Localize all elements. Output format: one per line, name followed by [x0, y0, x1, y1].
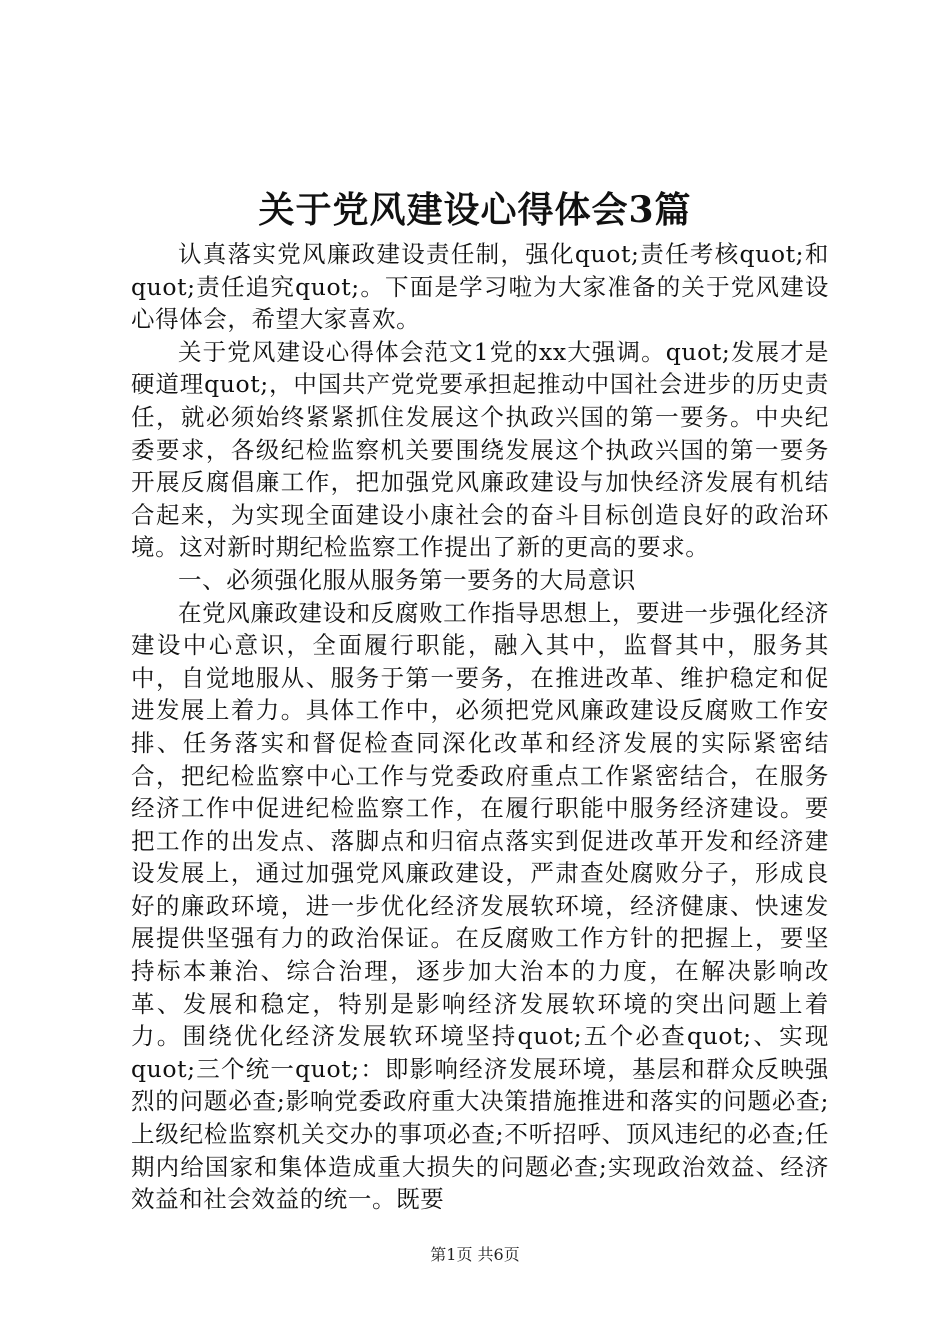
document-body	[131, 238, 829, 1216]
paragraph-sample-1: 关于党风建设心得体会范文1党的xx大强调。quot;发展才是硬道理quot;，中国共产党党要承担起推动中国社会进步的历史责任，就必须始终紧紧抓住发展这个执政兴国的第一要务。中央纪委要求，各级纪检监察机关要围绕发展这个执政兴国的第一要务开展反腐倡廉工作，把加强党风廉政建设与加快经济发展有机结合起来，为实现全面建设小康社会的奋斗目标创造良好的政治环境。这对新时期纪检监察工作提出了新的更高的要求。	[131, 337, 829, 562]
section-heading: 一、必须强化服从服务第一要务的大局意识	[178, 565, 636, 594]
paragraph-section-body: 在党风廉政建设和反腐败工作指导思想上，要进一步强化经济建设中心意识，全面履行职能，融入其中，监督其中，服务其中，自觉地服从、服务于第一要务，在推进改革、维护稳定和促进发展上着力。具体工作中，必须把党风廉政建设反腐败工作安排、任务落实和督促检查同深化改革和经济发展的实际紧密结合，把纪检监察中心工作与党委政府重点工作紧密结合，在服务经济工作中促进纪检监察工作，在履行职能中服务经济建设。要把工作的出发点、落脚点和归宿点落实到促进改革开发和经济建设发展上，通过加强党风廉政建设，严肃查处腐败分子，形成良好的廉政环境，进一步优化经济发展软环境，经济健康、快速发展提供坚强有力的政治保证。在反腐败工作方针的把握上，要坚持标本兼治、综合治理，逐步加大治本的力度，在解决影响改革、发展和稳定，特别是影响经济发展软环境的突出问题上着力。围绕优化经济发展软环境坚持quot;五个必查quot;、实现quot;三个统一quot;：即影响经济发展环境，基层和群众反映强烈的问题必查;影响党委政府重大决策措施推进和落实的问题必查;上级纪检监察机关交办的事项必查;不听招呼、顶风违纪的必查;任期内给国家和集体造成重大损失的问题必查;实现政治效益、经济效益和社会效益的统一。既要	[131, 598, 829, 1214]
document-title: 关于党风建设心得体会3篇	[258, 189, 692, 231]
paragraph-intro: 认真落实党风廉政建设责任制，强化quot;责任考核quot;和quot;责任追究quot;。下面是学习啦为大家准备的关于党风建设心得体会，希望大家喜欢。	[131, 240, 829, 334]
page-number-footer: 第1页 共6页	[430, 1245, 520, 1264]
